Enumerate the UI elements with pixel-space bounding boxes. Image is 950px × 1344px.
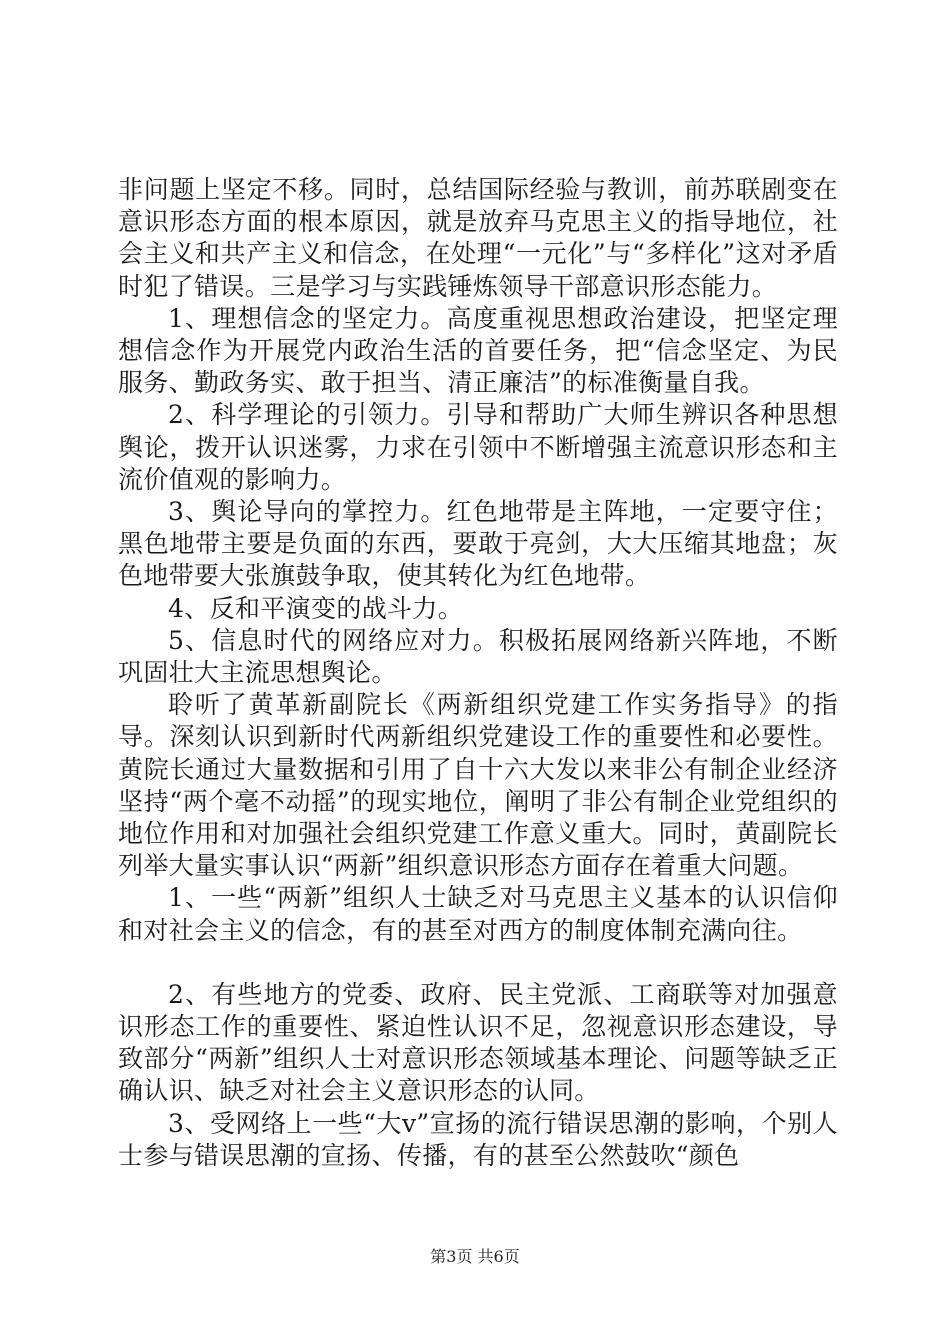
page-number-label: 第3页 共6页 xyxy=(430,1247,520,1266)
paragraph-spacer xyxy=(118,947,838,979)
paragraph: 1、理想信念的坚定力。高度重视思想政治建设，把坚定理想信念作为开展党内政治生活的首要任务，把“信念坚定、为民服务、勤政务实、敢于担当、清正廉洁”的标准衡量自我。 xyxy=(118,303,838,398)
paragraph: 非问题上坚定不移。同时，总结国际经验与教训，前苏联剧变在意识形态方面的根本原因，就是放弃马克思主义的指导地位，社会主义和共产主义和信念，在处理“一元化”与“多样化”这对矛盾时犯了错误。三是学习与实践锤炼领导干部意识形态能力。 xyxy=(118,175,838,301)
paragraph: 2、科学理论的引领力。引导和帮助广大师生辨识各种思想舆论，拨开认识迷雾，力求在引领中不断增强主流意识形态和主流价值观的影响力。 xyxy=(118,400,838,494)
paragraph: 4、反和平演变的战斗力。 xyxy=(168,593,464,623)
paragraph: 3、受网络上一些“大v”宣扬的流行错误思潮的影响，个别人士参与错误思潮的宣扬、传播，有的甚至公然鼓吹“颜色 xyxy=(118,1108,838,1170)
document-body xyxy=(118,174,838,1172)
page-footer xyxy=(0,1244,950,1267)
paragraph: 3、舆论导向的掌控力。红色地带是主阵地，一定要守住；黑色地带主要是负面的东西，要敢于亮剑，大大压缩其地盘；灰色地带要大张旗鼓争取，使其转化为红色地带。 xyxy=(118,497,838,591)
paragraph: 2、有些地方的党委、政府、民主党派、工商联等对加强意识形态工作的重要性、紧迫性认识不足，忽视意识形态建设，导致部分“两新”组织人士对意识形态领域基本理论、问题等缺乏正确认识、缺乏对社会主义意识形态的认同。 xyxy=(118,979,838,1106)
paragraph: 5、信息时代的网络应对力。积极拓展网络新兴阵地，不断巩固壮大主流思想舆论。 xyxy=(118,625,838,688)
paragraph: 1、一些“两新”组织人士缺乏对马克思主义基本的认识信仰和对社会主义的信念，有的甚至对西方的制度体制充满向往。 xyxy=(118,883,838,945)
paragraph: 聆听了黄革新副院长《两新组织党建工作实务指导》的指导。深刻认识到新时代两新组织党建设工作的重要性和必要性。黄院长通过大量数据和引用了自十六大发以来非公有制企业经济坚持“两个毫不动摇”的现实地位，阐明了非公有制企业党组织的地位作用和对加强社会组织党建工作意义重大。同时，黄副院长列举大量实事认识“两新”组织意识形态方面存在着重大问题。 xyxy=(118,690,838,881)
